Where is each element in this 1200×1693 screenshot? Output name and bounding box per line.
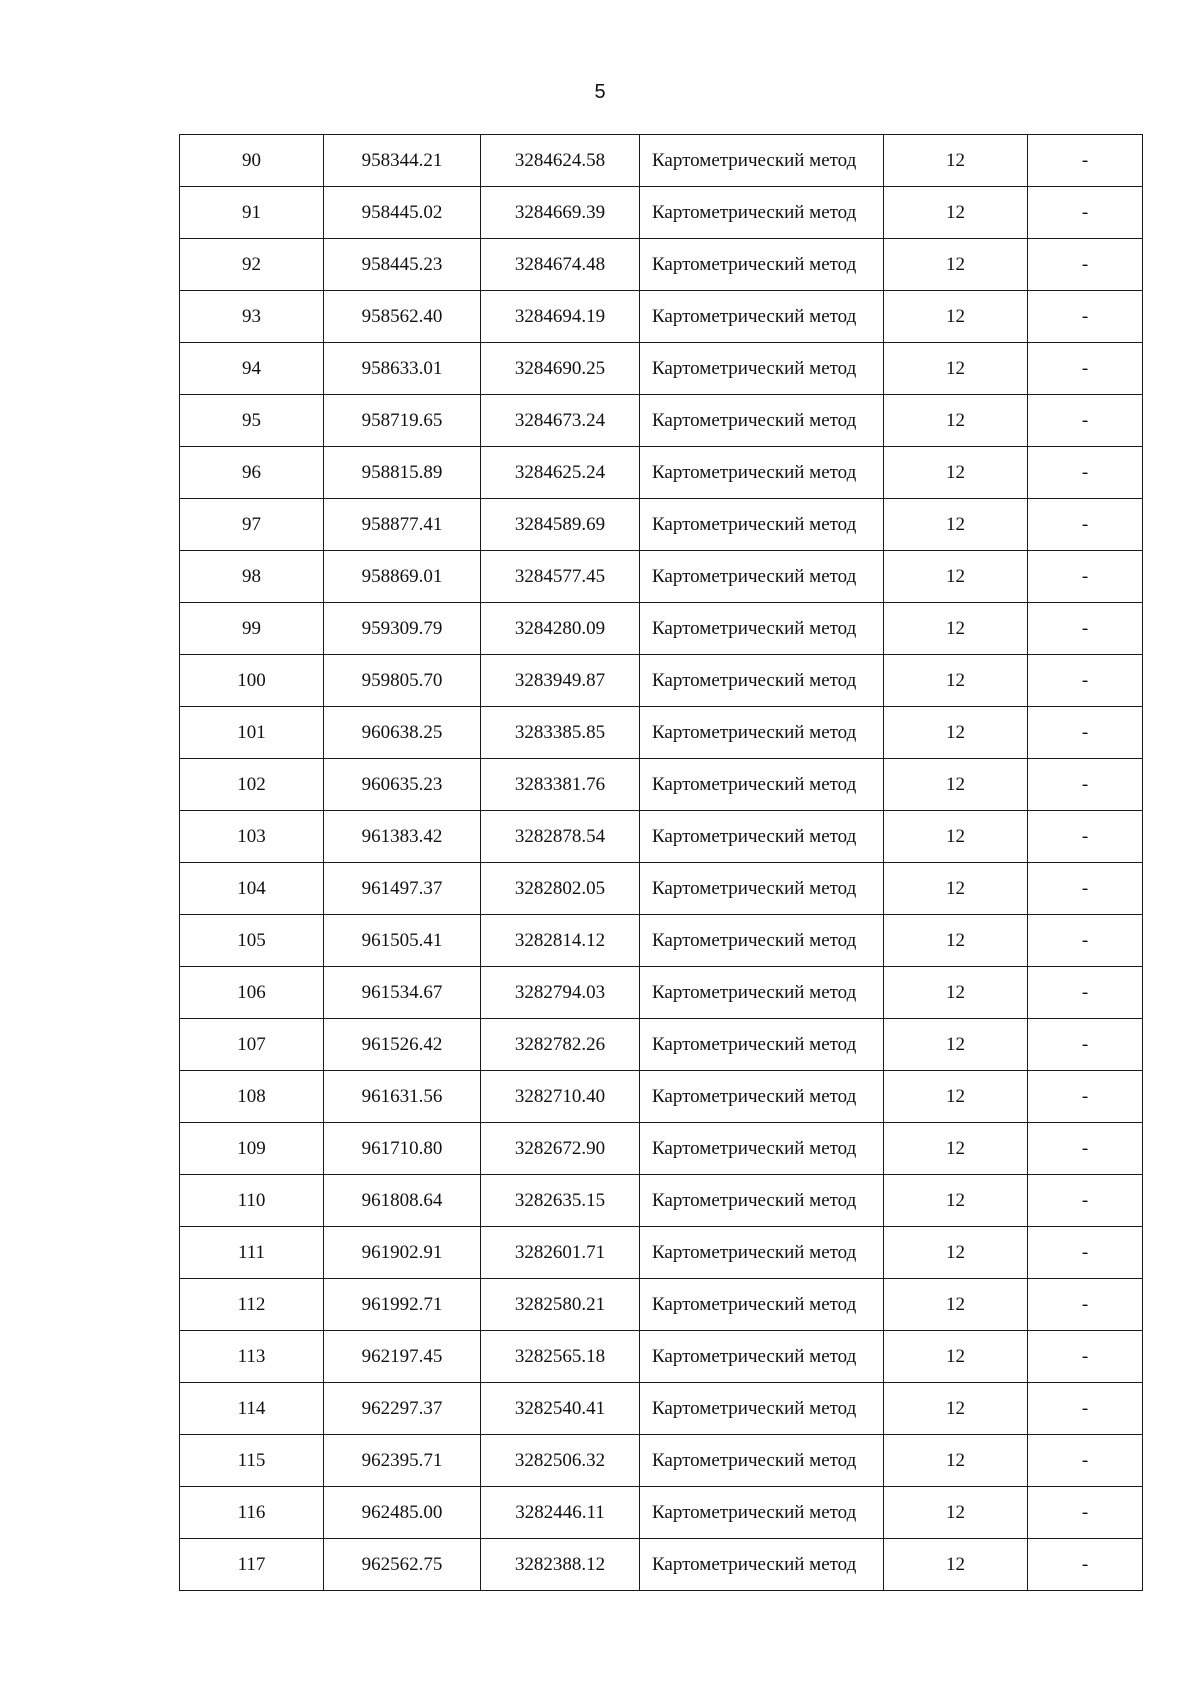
- table-row: [180, 1539, 1143, 1591]
- table-row: [180, 135, 1143, 187]
- description-cell: -: [1028, 1435, 1143, 1487]
- coordinate-x-cell: 962485.00: [324, 1487, 481, 1539]
- description-cell: -: [1028, 759, 1143, 811]
- description-cell: -: [1028, 1487, 1143, 1539]
- coordinate-y-cell: 3284589.69: [481, 499, 640, 551]
- coordinate-x-cell: 961808.64: [324, 1175, 481, 1227]
- precision-cell: 12: [884, 1019, 1028, 1071]
- precision-cell: 12: [884, 239, 1028, 291]
- precision-cell: 12: [884, 811, 1028, 863]
- method-cell: Картометрический метод: [640, 967, 884, 1019]
- precision-cell: 12: [884, 1175, 1028, 1227]
- method-cell: Картометрический метод: [640, 603, 884, 655]
- method-cell: Картометрический метод: [640, 811, 884, 863]
- precision-cell: 12: [884, 1071, 1028, 1123]
- table-row: [180, 811, 1143, 863]
- method-cell: Картометрический метод: [640, 187, 884, 239]
- coordinate-x-cell: 961497.37: [324, 863, 481, 915]
- method-cell: Картометрический метод: [640, 863, 884, 915]
- precision-cell: 12: [884, 1331, 1028, 1383]
- page-number: 5: [594, 81, 606, 103]
- table-row: [180, 863, 1143, 915]
- coordinate-x-cell: 961505.41: [324, 915, 481, 967]
- method-cell: Картометрический метод: [640, 759, 884, 811]
- point-number-cell: 115: [180, 1435, 324, 1487]
- description-cell: -: [1028, 1227, 1143, 1279]
- table-row: [180, 967, 1143, 1019]
- method-cell: Картометрический метод: [640, 655, 884, 707]
- description-cell: -: [1028, 707, 1143, 759]
- table-row: [180, 239, 1143, 291]
- coordinate-x-cell: 958445.23: [324, 239, 481, 291]
- coordinate-x-cell: 961526.42: [324, 1019, 481, 1071]
- coordinate-x-cell: 958719.65: [324, 395, 481, 447]
- precision-cell: 12: [884, 1487, 1028, 1539]
- table-row: [180, 1487, 1143, 1539]
- coordinate-x-cell: 962197.45: [324, 1331, 481, 1383]
- method-cell: Картометрический метод: [640, 1279, 884, 1331]
- table-row: [180, 759, 1143, 811]
- coordinate-y-cell: 3282565.18: [481, 1331, 640, 1383]
- table-row: [180, 603, 1143, 655]
- point-number-cell: 102: [180, 759, 324, 811]
- description-cell: -: [1028, 1331, 1143, 1383]
- method-cell: Картометрический метод: [640, 1175, 884, 1227]
- table-row: [180, 1435, 1143, 1487]
- coordinate-y-cell: 3282601.71: [481, 1227, 640, 1279]
- description-cell: -: [1028, 1019, 1143, 1071]
- coordinate-y-cell: 3282802.05: [481, 863, 640, 915]
- precision-cell: 12: [884, 863, 1028, 915]
- coordinate-y-cell: 3284673.24: [481, 395, 640, 447]
- point-number-cell: 100: [180, 655, 324, 707]
- precision-cell: 12: [884, 551, 1028, 603]
- point-number-cell: 95: [180, 395, 324, 447]
- precision-cell: 12: [884, 499, 1028, 551]
- precision-cell: 12: [884, 1435, 1028, 1487]
- method-cell: Картометрический метод: [640, 1123, 884, 1175]
- point-number-cell: 113: [180, 1331, 324, 1383]
- table-row: [180, 1227, 1143, 1279]
- precision-cell: 12: [884, 187, 1028, 239]
- coordinate-y-cell: 3282446.11: [481, 1487, 640, 1539]
- method-cell: Картометрический метод: [640, 915, 884, 967]
- table-row: [180, 707, 1143, 759]
- precision-cell: 12: [884, 135, 1028, 187]
- point-number-cell: 101: [180, 707, 324, 759]
- precision-cell: 12: [884, 1279, 1028, 1331]
- precision-cell: 12: [884, 395, 1028, 447]
- table-row: [180, 915, 1143, 967]
- coordinate-y-cell: 3283949.87: [481, 655, 640, 707]
- precision-cell: 12: [884, 1539, 1028, 1591]
- coordinate-x-cell: 958562.40: [324, 291, 481, 343]
- coordinate-x-cell: 960638.25: [324, 707, 481, 759]
- table-row: [180, 1331, 1143, 1383]
- precision-cell: 12: [884, 1227, 1028, 1279]
- coordinate-y-cell: 3282540.41: [481, 1383, 640, 1435]
- description-cell: -: [1028, 135, 1143, 187]
- method-cell: Картометрический метод: [640, 1019, 884, 1071]
- method-cell: Картометрический метод: [640, 1487, 884, 1539]
- precision-cell: 12: [884, 759, 1028, 811]
- coordinate-x-cell: 962297.37: [324, 1383, 481, 1435]
- description-cell: -: [1028, 1383, 1143, 1435]
- point-number-cell: 112: [180, 1279, 324, 1331]
- table-row: [180, 1019, 1143, 1071]
- table-row: [180, 395, 1143, 447]
- description-cell: -: [1028, 1279, 1143, 1331]
- description-cell: -: [1028, 343, 1143, 395]
- table-row: [180, 1383, 1143, 1435]
- coordinate-x-cell: 958869.01: [324, 551, 481, 603]
- description-cell: -: [1028, 967, 1143, 1019]
- description-cell: -: [1028, 187, 1143, 239]
- table-row: [180, 655, 1143, 707]
- point-number-cell: 110: [180, 1175, 324, 1227]
- coordinate-x-cell: 958633.01: [324, 343, 481, 395]
- table-row: [180, 447, 1143, 499]
- coordinates-table-body: [180, 135, 1143, 1591]
- coordinate-x-cell: 961710.80: [324, 1123, 481, 1175]
- point-number-cell: 117: [180, 1539, 324, 1591]
- coordinate-y-cell: 3282388.12: [481, 1539, 640, 1591]
- precision-cell: 12: [884, 655, 1028, 707]
- coordinate-y-cell: 3284694.19: [481, 291, 640, 343]
- description-cell: -: [1028, 863, 1143, 915]
- coordinate-y-cell: 3282878.54: [481, 811, 640, 863]
- description-cell: -: [1028, 291, 1143, 343]
- method-cell: Картометрический метод: [640, 551, 884, 603]
- table-row: [180, 499, 1143, 551]
- coordinate-y-cell: 3282710.40: [481, 1071, 640, 1123]
- coordinate-y-cell: 3283381.76: [481, 759, 640, 811]
- table-row: [180, 1279, 1143, 1331]
- precision-cell: 12: [884, 291, 1028, 343]
- description-cell: -: [1028, 1175, 1143, 1227]
- coordinate-x-cell: 961902.91: [324, 1227, 481, 1279]
- point-number-cell: 92: [180, 239, 324, 291]
- method-cell: Картометрический метод: [640, 239, 884, 291]
- point-number-cell: 104: [180, 863, 324, 915]
- coordinate-x-cell: 959805.70: [324, 655, 481, 707]
- coordinate-x-cell: 961534.67: [324, 967, 481, 1019]
- method-cell: Картометрический метод: [640, 1227, 884, 1279]
- coordinate-y-cell: 3282814.12: [481, 915, 640, 967]
- description-cell: -: [1028, 1539, 1143, 1591]
- coordinate-y-cell: 3282782.26: [481, 1019, 640, 1071]
- point-number-cell: 98: [180, 551, 324, 603]
- description-cell: -: [1028, 447, 1143, 499]
- coordinate-x-cell: 958877.41: [324, 499, 481, 551]
- precision-cell: 12: [884, 447, 1028, 499]
- description-cell: -: [1028, 1123, 1143, 1175]
- description-cell: -: [1028, 603, 1143, 655]
- coordinate-x-cell: 958815.89: [324, 447, 481, 499]
- coordinate-x-cell: 961631.56: [324, 1071, 481, 1123]
- description-cell: -: [1028, 915, 1143, 967]
- method-cell: Картометрический метод: [640, 447, 884, 499]
- table-row: [180, 1123, 1143, 1175]
- precision-cell: 12: [884, 707, 1028, 759]
- method-cell: Картометрический метод: [640, 1539, 884, 1591]
- method-cell: Картометрический метод: [640, 395, 884, 447]
- method-cell: Картометрический метод: [640, 1331, 884, 1383]
- point-number-cell: 108: [180, 1071, 324, 1123]
- table-row: [180, 1175, 1143, 1227]
- coordinate-x-cell: 962562.75: [324, 1539, 481, 1591]
- coordinate-y-cell: 3284577.45: [481, 551, 640, 603]
- coordinate-y-cell: 3282506.32: [481, 1435, 640, 1487]
- coordinate-y-cell: 3284625.24: [481, 447, 640, 499]
- method-cell: Картометрический метод: [640, 1071, 884, 1123]
- description-cell: -: [1028, 395, 1143, 447]
- point-number-cell: 97: [180, 499, 324, 551]
- precision-cell: 12: [884, 603, 1028, 655]
- table-row: [180, 551, 1143, 603]
- coordinate-y-cell: 3282672.90: [481, 1123, 640, 1175]
- method-cell: Картометрический метод: [640, 291, 884, 343]
- point-number-cell: 111: [180, 1227, 324, 1279]
- point-number-cell: 94: [180, 343, 324, 395]
- coordinate-x-cell: 961383.42: [324, 811, 481, 863]
- description-cell: -: [1028, 499, 1143, 551]
- point-number-cell: 109: [180, 1123, 324, 1175]
- description-cell: -: [1028, 1071, 1143, 1123]
- method-cell: Картометрический метод: [640, 135, 884, 187]
- coordinate-y-cell: 3284690.25: [481, 343, 640, 395]
- method-cell: Картометрический метод: [640, 1435, 884, 1487]
- precision-cell: 12: [884, 343, 1028, 395]
- description-cell: -: [1028, 811, 1143, 863]
- point-number-cell: 114: [180, 1383, 324, 1435]
- precision-cell: 12: [884, 915, 1028, 967]
- coordinate-x-cell: 958445.02: [324, 187, 481, 239]
- coordinate-y-cell: 3282794.03: [481, 967, 640, 1019]
- point-number-cell: 105: [180, 915, 324, 967]
- coordinate-y-cell: 3284674.48: [481, 239, 640, 291]
- table-row: [180, 1071, 1143, 1123]
- point-number-cell: 116: [180, 1487, 324, 1539]
- point-number-cell: 91: [180, 187, 324, 239]
- method-cell: Картометрический метод: [640, 707, 884, 759]
- point-number-cell: 107: [180, 1019, 324, 1071]
- coordinate-y-cell: 3282635.15: [481, 1175, 640, 1227]
- description-cell: -: [1028, 239, 1143, 291]
- method-cell: Картометрический метод: [640, 1383, 884, 1435]
- coordinate-x-cell: 958344.21: [324, 135, 481, 187]
- point-number-cell: 103: [180, 811, 324, 863]
- point-number-cell: 106: [180, 967, 324, 1019]
- coordinate-x-cell: 960635.23: [324, 759, 481, 811]
- description-cell: -: [1028, 551, 1143, 603]
- coordinate-y-cell: 3282580.21: [481, 1279, 640, 1331]
- table-row: [180, 187, 1143, 239]
- coordinate-x-cell: 962395.71: [324, 1435, 481, 1487]
- point-number-cell: 99: [180, 603, 324, 655]
- table-row: [180, 343, 1143, 395]
- coordinates-table: [179, 134, 1143, 1591]
- method-cell: Картометрический метод: [640, 343, 884, 395]
- coordinate-y-cell: 3284624.58: [481, 135, 640, 187]
- precision-cell: 12: [884, 1383, 1028, 1435]
- point-number-cell: 90: [180, 135, 324, 187]
- table-row: [180, 291, 1143, 343]
- coordinate-x-cell: 961992.71: [324, 1279, 481, 1331]
- point-number-cell: 93: [180, 291, 324, 343]
- coordinate-y-cell: 3283385.85: [481, 707, 640, 759]
- coordinate-x-cell: 959309.79: [324, 603, 481, 655]
- precision-cell: 12: [884, 1123, 1028, 1175]
- coordinate-y-cell: 3284669.39: [481, 187, 640, 239]
- description-cell: -: [1028, 655, 1143, 707]
- precision-cell: 12: [884, 967, 1028, 1019]
- method-cell: Картометрический метод: [640, 499, 884, 551]
- point-number-cell: 96: [180, 447, 324, 499]
- coordinate-y-cell: 3284280.09: [481, 603, 640, 655]
